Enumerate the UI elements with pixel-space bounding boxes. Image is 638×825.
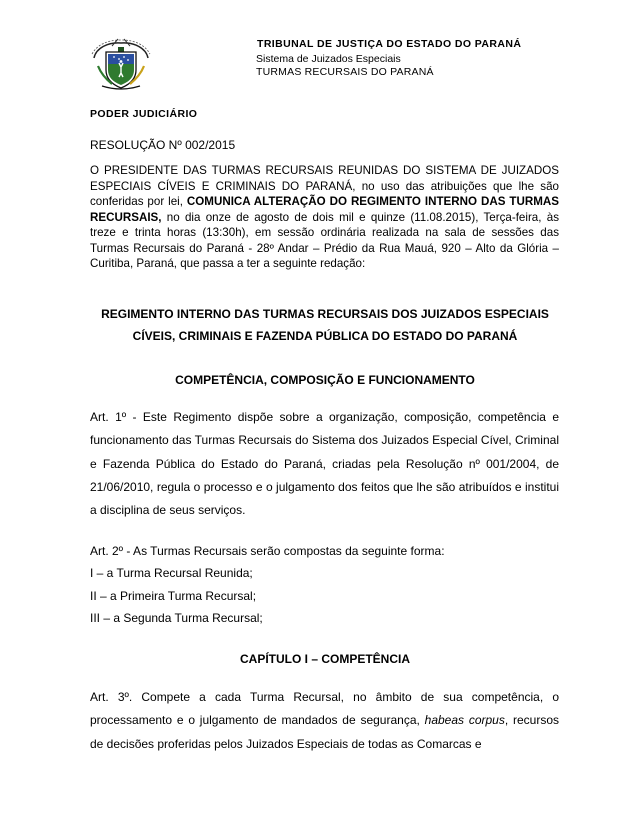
intro-text-1: O PRESIDENTE DAS TURMAS RECURSAIS REUNIDAS DO SISTEMA DE JUIZADOS ESPECIAIS CÍVEIS E CRIMINAIS DO PARANÁ, no uso das atribuições que lhe são conferidas por lei, [90, 164, 559, 208]
intro-text-2: no dia onze de agosto de dois mil e quinze (11.08.2015), Terça-feira, às treze e trinta horas (13:30h), em sessão ordinária realizada na sala de sessões das Turmas Recursais do Paraná - 28º Andar – Prédio da Rua Mauá, 920 – Alto da Glória – Curitiba, Paraná, que passa a ter a seguinte redação: [90, 210, 559, 270]
header-panels-name: TURMAS RECURSAIS DO PARANÁ [256, 66, 434, 78]
intro-paragraph [90, 163, 559, 272]
section-title: COMPETÊNCIA, COMPOSIÇÃO E FUNCIONAMENTO [175, 373, 475, 387]
intro-bold-text: COMUNICA ALTERAÇÃO DO REGIMENTO INTERNO DAS TURMAS RECURSAIS, [90, 195, 560, 224]
article-3-text-2: , recursos de decisões proferidas pelos Juizados Especiais de todas as Comarcas e [90, 713, 559, 751]
parana-coat-of-arms-icon [88, 36, 154, 92]
resolution-number: RESOLUÇÃO Nº 002/2015 [90, 138, 236, 152]
article-3 [90, 686, 559, 756]
article-2-item: I – a Turma Recursal Reunida; [90, 566, 253, 581]
header-court-name: TRIBUNAL DE JUSTIÇA DO ESTADO DO PARANÁ [257, 38, 522, 50]
article-2-item: III – a Segunda Turma Recursal; [90, 610, 263, 625]
regimento-title-line-1: REGIMENTO INTERNO DAS TURMAS RECURSAIS DOS JUIZADOS ESPECIAIS [101, 307, 549, 321]
article-2-intro: Art. 2º - As Turmas Recursais serão compostas da seguinte forma: [90, 544, 445, 558]
article-3-italic-text: habeas corpus [424, 713, 505, 728]
article-3-text-1: Art. 3º. Compete a cada Turma Recursal, no âmbito de sua competência, o processamento e o julgamento de mandados de segurança, [90, 690, 559, 728]
regimento-title-line-2: CÍVEIS, CRIMINAIS E FAZENDA PÚBLICA DO ESTADO DO PARANÁ [132, 329, 518, 343]
header-system-name: Sistema de Juizados Especiais [256, 53, 401, 65]
chapter-1-title: CAPÍTULO I – COMPETÊNCIA [239, 652, 410, 666]
article-1: Art. 1º - Este Regimento dispõe sobre a organização, composição, competência e funcionamento das Turmas Recursais do Sistema dos Juizados Especial Cível, Criminal e Fazenda Pública do Estado do Paraná, criadas pela Resolução nº 001/2004, de 21/06/2010, regula o processo e o julgamento dos feitos que lhe são atribuídos e institui a disciplina de seus serviços. [90, 410, 559, 518]
article-2-item: II – a Primeira Turma Recursal; [90, 588, 257, 603]
poder-judiciario-label: PODER JUDICIÁRIO [90, 108, 198, 120]
regimento-title [70, 303, 580, 347]
article-2 [90, 540, 445, 629]
